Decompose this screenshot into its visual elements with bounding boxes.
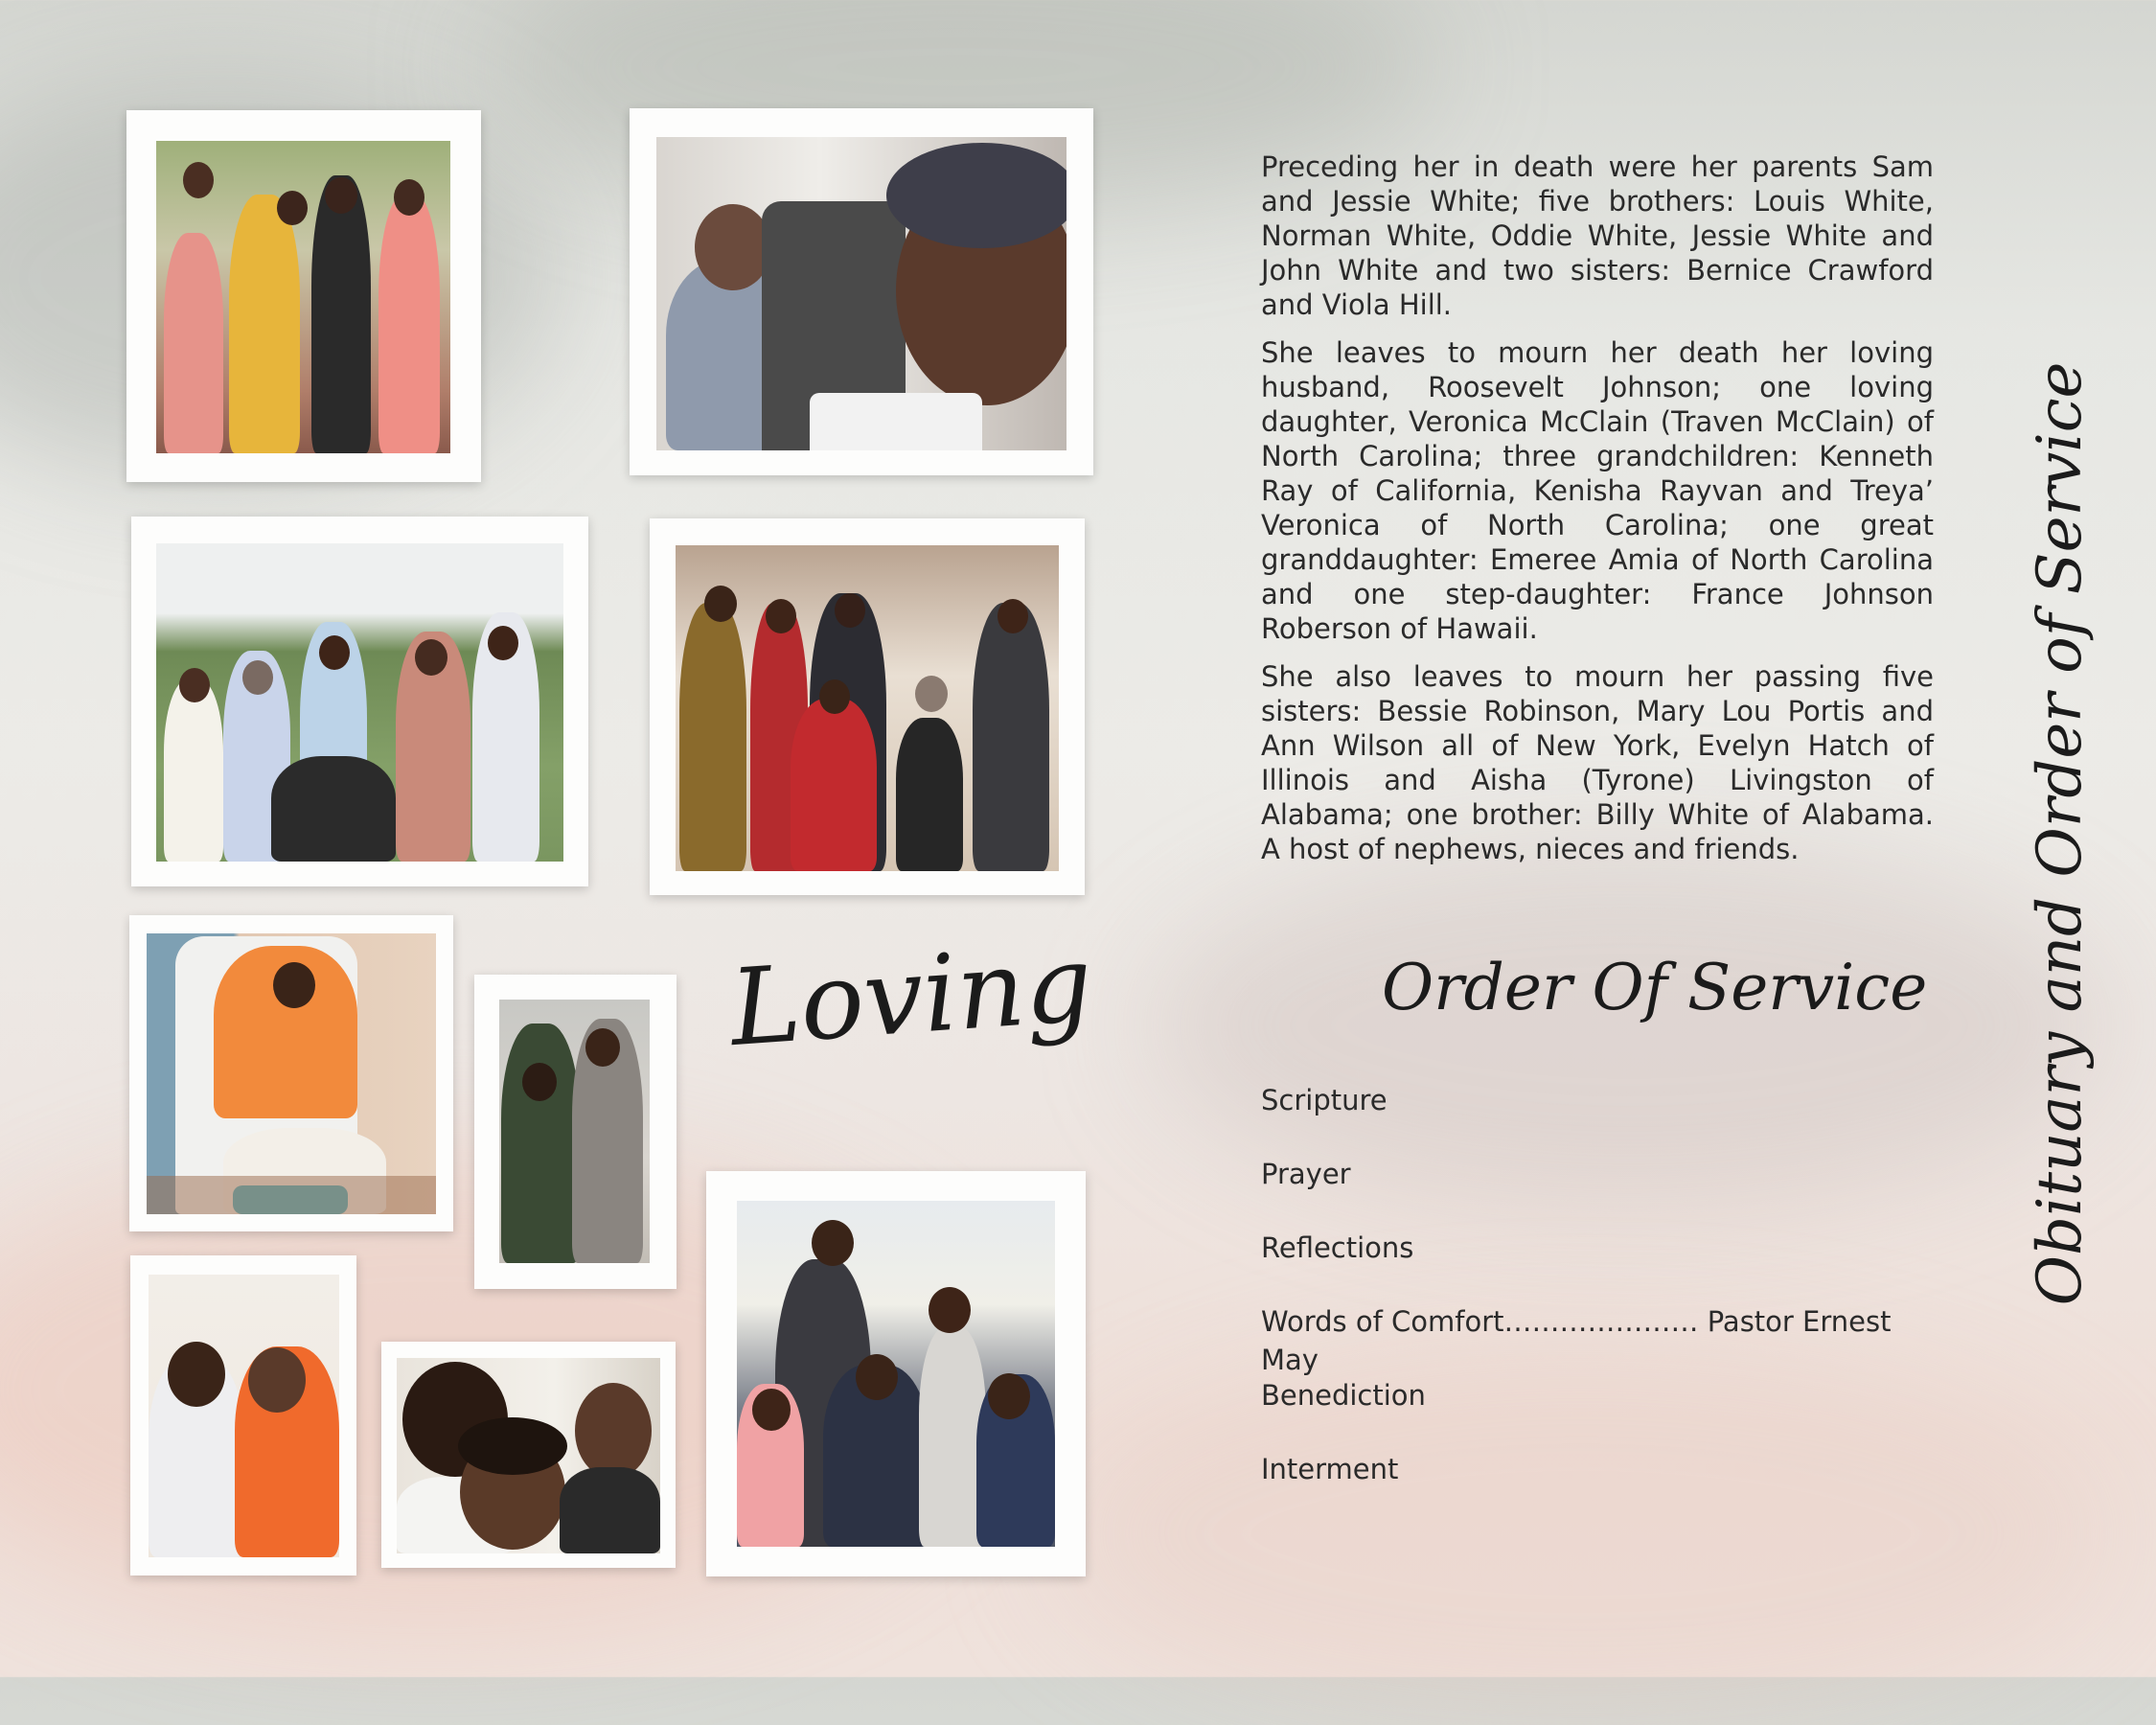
photo-frame [131,517,588,886]
service-item: Benediction [1261,1379,1426,1412]
service-item: Words of Comfort………………… Pastor Ernest May [1261,1305,1892,1376]
photo-frame [130,1255,356,1576]
order-of-service-list [1261,1081,1951,1524]
service-item: Scripture [1261,1084,1388,1116]
photo-frame [474,975,677,1289]
indoor-family-photo [676,545,1059,871]
side-title: Obituary and Order of Service [2025,361,2096,1306]
pedicure-chair-photo [147,933,436,1214]
service-item: Interment [1261,1453,1399,1485]
photo-frame [129,915,453,1231]
car-selfie-photo [656,137,1067,450]
photo-frame [381,1342,676,1568]
order-of-service-heading: Order Of Service [1382,951,1928,1024]
service-item: Prayer [1261,1158,1351,1190]
obituary-paragraph: She leaves to mourn her death her loving husband, Roosevelt Johnson; one loving daughter, Veronica McClain (Traven McClain) of North Carolina; three grandchildren: Kenneth Ray of California, Kenisha Rayvan and Treya’ Veronica of North Carolina; one great granddaughter: Emeree Amia of North Carolina and one step-daughter: France Johnson Roberson of Hawaii. [1261,336,1934,645]
event-group-photo [737,1201,1055,1547]
obituary-paragraph: She also leaves to mourn her passing five sisters: Bessie Robinson, Mary Lou Portis and Ann Wilson all of New York, Evelyn Hatch of Illinois and Aisha (Tyrone) Livingston of Alabama; one brother: Billy White of Alabama. A host of nephews, nieces and friends. [1261,660,1934,865]
photo-frame [706,1171,1086,1576]
service-item: Reflections [1261,1231,1414,1264]
collage-caption: Loving [725,921,1096,1070]
two-women-selfie-photo [149,1275,339,1557]
obituary-paragraph: Preceding her in death were her parents Sam and Jessie White; five brothers: Louis White, Norman White, Oddie White, Jessie White and John White and two sisters: Bernice Crawford and Viola Hill. [1261,150,1934,321]
family-graduation-photo [156,141,450,453]
graduation-group-photo [156,543,563,862]
three-women-selfie-photo [397,1358,660,1553]
two-women-portrait-photo [499,1000,650,1263]
photo-frame [650,518,1085,895]
photo-frame [126,110,481,482]
photo-frame [630,108,1093,475]
obituary-text [1261,150,1934,880]
